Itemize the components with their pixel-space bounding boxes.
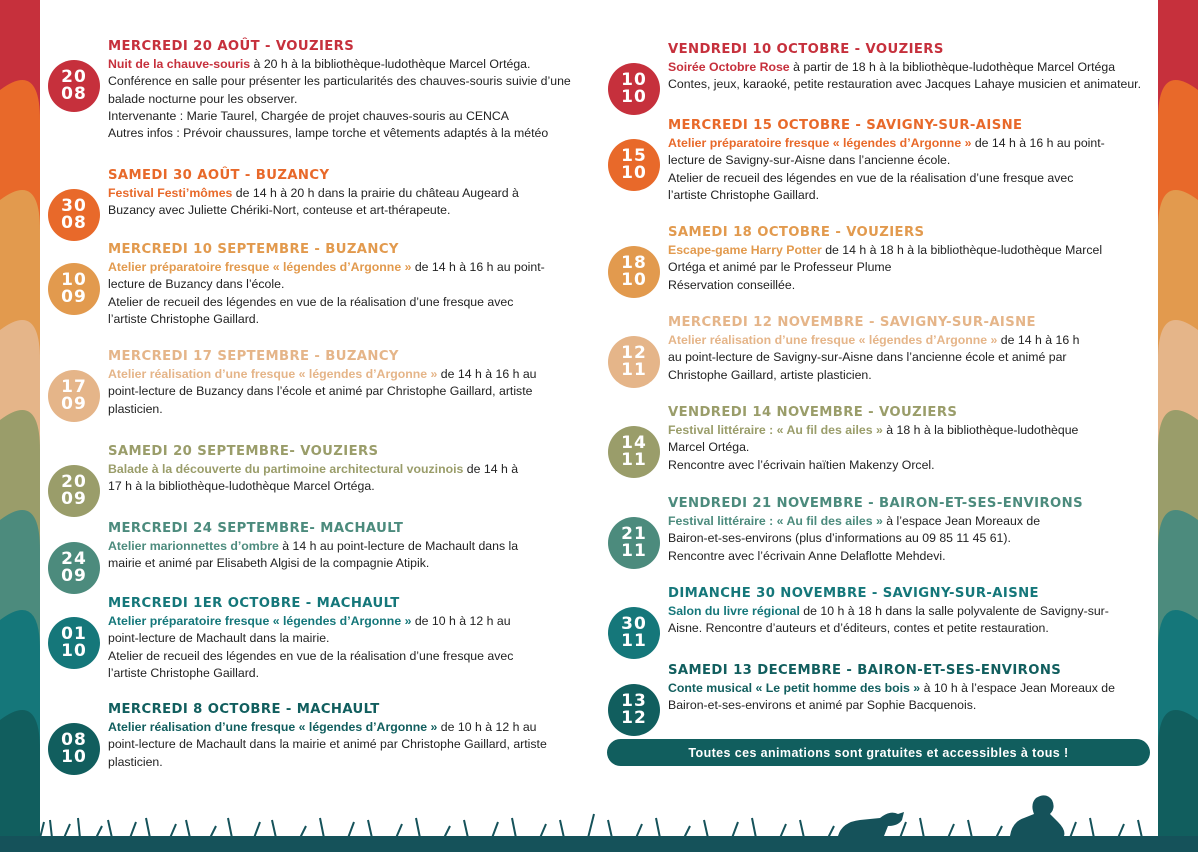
event-description-line bbox=[668, 457, 1160, 474]
date-day: 24 bbox=[61, 549, 87, 569]
date-month: 10 bbox=[621, 270, 647, 290]
banner-text: Toutes ces animations sont gratuites et accessibles à tous ! bbox=[688, 745, 1069, 760]
event-description-line bbox=[668, 242, 1160, 259]
event-description-line bbox=[108, 294, 600, 311]
event-text: mairie et animé par Elisabeth Algisi de la compagnie Atipik. bbox=[108, 556, 430, 571]
event-description-line bbox=[108, 108, 600, 125]
event-text: l’artiste Christophe Gaillard. bbox=[108, 311, 260, 326]
date-day: 01 bbox=[61, 624, 87, 644]
event-text: Réservation conseillée. bbox=[668, 277, 796, 292]
event-content bbox=[108, 38, 600, 142]
date-badge bbox=[608, 426, 660, 478]
event-content bbox=[668, 224, 1160, 294]
event-text: à 10 h à l’espace Jean Moreaux de bbox=[920, 681, 1115, 695]
event-description-line bbox=[108, 259, 600, 276]
event-text: l’artiste Christophe Gaillard. bbox=[108, 665, 260, 680]
date-badge bbox=[608, 336, 660, 388]
reading-child-silhouette bbox=[1010, 795, 1064, 836]
event-description-line bbox=[668, 513, 1160, 530]
event-text: de 14 h à 16 h au point- bbox=[411, 260, 545, 274]
date-month: 08 bbox=[61, 213, 87, 233]
event-description-line bbox=[108, 73, 600, 90]
date-badge bbox=[608, 684, 660, 736]
event-highlight: Atelier préparatoire fresque « légendes d’Argonne » bbox=[668, 136, 972, 150]
date-month: 10 bbox=[621, 87, 647, 107]
event-description-line bbox=[668, 332, 1160, 349]
event-content bbox=[668, 314, 1160, 384]
event-description-line bbox=[668, 349, 1160, 366]
event-content bbox=[668, 585, 1160, 638]
event-description-line bbox=[108, 648, 600, 665]
event-description-line bbox=[108, 383, 600, 400]
event-highlight: Balade à la découverte du partimoine architectural vouzinois bbox=[108, 462, 464, 476]
event-description-line bbox=[668, 59, 1160, 76]
date-month: 12 bbox=[621, 708, 647, 728]
date-badge bbox=[608, 246, 660, 298]
free-events-banner bbox=[607, 739, 1150, 766]
event-text: lecture de Buzancy dans l’école. bbox=[108, 277, 285, 292]
event-text: Atelier de recueil des légendes en vue de la réalisation d’une fresque avec bbox=[668, 170, 1074, 185]
event-description-line bbox=[668, 135, 1160, 152]
event-description-line bbox=[108, 56, 600, 73]
event-highlight: Festival littéraire : « Au fil des ailes » bbox=[668, 514, 883, 528]
event-text: Aisne. Rencontre d’auteurs et d’éditeurs, contes et petite restauration. bbox=[668, 621, 1049, 636]
date-month: 11 bbox=[621, 360, 647, 380]
event-text: point-lecture de Machault dans la mairie. bbox=[108, 631, 330, 646]
event-text: Rencontre avec l’écrivain Anne Delaflotte Mehdevi. bbox=[668, 548, 946, 563]
event-highlight: Atelier réalisation d’une fresque « légendes d’Argonne » bbox=[108, 367, 438, 381]
date-day: 13 bbox=[621, 691, 647, 711]
event-title: MERCREDI 24 SEPTEMBRE- MACHAULT bbox=[108, 521, 404, 536]
event-title: MERCREDI 1ER OCTOBRE - MACHAULT bbox=[108, 596, 400, 611]
event-highlight: Festival Festi’mômes bbox=[108, 186, 233, 200]
event-text: de 10 h à 18 h dans la salle polyvalente de Savigny-sur- bbox=[799, 604, 1109, 618]
event-text: Buzancy avec Juliette Chériki-Nort, conteuse et art-thérapeute. bbox=[108, 203, 451, 218]
right-decorative-waves bbox=[1158, 0, 1198, 852]
date-day: 30 bbox=[621, 614, 647, 634]
event-content bbox=[668, 495, 1160, 565]
event-content bbox=[108, 348, 600, 418]
event-text: l’artiste Christophe Gaillard. bbox=[668, 187, 820, 202]
event-description-line bbox=[668, 422, 1160, 439]
event-highlight: Salon du livre régional bbox=[668, 604, 800, 618]
event-title: SAMEDI 20 SEPTEMBRE- VOUZIERS bbox=[108, 444, 379, 459]
event-description-line bbox=[668, 620, 1160, 637]
event-text: de 10 h à 12 h au bbox=[411, 614, 511, 628]
event-title: SAMEDI 13 DECEMBRE - BAIRON-ET-SES-ENVIRONS bbox=[668, 663, 1062, 678]
date-month: 09 bbox=[61, 489, 87, 509]
event-text: à 18 h à la bibliothèque-ludothèque bbox=[882, 423, 1079, 437]
event-description-line bbox=[668, 530, 1160, 547]
date-day: 08 bbox=[61, 730, 87, 750]
grass-silhouette bbox=[0, 792, 1198, 852]
date-month: 09 bbox=[61, 287, 87, 307]
event-highlight: Nuit de la chauve-souris bbox=[108, 57, 251, 71]
event-text: Bairon-et-ses-environs et animé par Sophie Bacquenois. bbox=[668, 698, 977, 713]
event-text: Atelier de recueil des légendes en vue de la réalisation d’une fresque avec bbox=[108, 294, 514, 309]
event-description-line bbox=[108, 555, 600, 572]
date-month: 08 bbox=[61, 84, 87, 104]
date-badge bbox=[48, 465, 100, 517]
date-month: 11 bbox=[621, 631, 647, 651]
event-description-line bbox=[668, 697, 1160, 714]
event-content bbox=[668, 41, 1160, 94]
event-text: Atelier de recueil des légendes en vue de la réalisation d’une fresque avec bbox=[108, 648, 514, 663]
event-content bbox=[108, 595, 600, 682]
date-month: 10 bbox=[621, 163, 647, 183]
event-text: point-lecture de Buzancy dans l’école et animé par Christophe Gaillard, artiste bbox=[108, 384, 533, 399]
event-description-line bbox=[668, 603, 1160, 620]
event-text: de 14 h à 16 h au point- bbox=[971, 136, 1105, 150]
date-month: 11 bbox=[621, 450, 647, 470]
event-text: de 14 h à 20 h dans la prairie du château Augeard à bbox=[232, 186, 519, 200]
event-text: Christophe Gaillard, artiste plasticien. bbox=[668, 367, 872, 382]
event-highlight: Escape-game Harry Potter bbox=[668, 243, 822, 257]
event-content bbox=[668, 404, 1160, 474]
date-day: 21 bbox=[621, 524, 647, 544]
date-day: 20 bbox=[61, 67, 87, 87]
date-badge bbox=[608, 139, 660, 191]
event-text: 17 h à la bibliothèque-ludothèque Marcel Ortéga. bbox=[108, 479, 375, 494]
event-description-line bbox=[668, 439, 1160, 456]
event-description-line bbox=[668, 76, 1160, 93]
event-highlight: Atelier réalisation d’une fresque « légendes d’Argonne » bbox=[108, 720, 438, 734]
date-day: 20 bbox=[61, 472, 87, 492]
event-highlight: Conte musical « Le petit homme des bois » bbox=[668, 681, 921, 695]
event-text: à 20 h à la bibliothèque-ludothèque Marcel Ortéga. bbox=[250, 57, 531, 71]
event-text: de 14 h à 16 h bbox=[997, 333, 1080, 347]
event-description-line bbox=[108, 185, 600, 202]
event-text: point-lecture de Machault dans la mairie et animé par Christophe Gaillard, artiste bbox=[108, 737, 547, 752]
date-badge bbox=[48, 617, 100, 669]
event-description-line bbox=[108, 366, 600, 383]
event-text: à l’espace Jean Moreaux de bbox=[882, 514, 1041, 528]
event-description-line bbox=[108, 202, 600, 219]
date-month: 10 bbox=[61, 641, 87, 661]
event-title: MERCREDI 8 OCTOBRE - MACHAULT bbox=[108, 702, 380, 717]
event-title: DIMANCHE 30 NOVEMBRE - SAVIGNY-SUR-AISNE bbox=[668, 586, 1039, 601]
date-badge bbox=[48, 542, 100, 594]
event-highlight: Atelier marionnettes d’ombre bbox=[108, 539, 279, 553]
date-day: 18 bbox=[621, 253, 647, 273]
event-description-line bbox=[668, 259, 1160, 276]
event-description-line bbox=[108, 401, 600, 418]
event-content bbox=[108, 443, 600, 496]
event-description-line bbox=[108, 91, 600, 108]
event-text: Intervenante : Marie Taurel, Chargée de projet chauves-souris au CENCA bbox=[108, 108, 509, 123]
date-day: 15 bbox=[621, 146, 647, 166]
event-description-line bbox=[108, 538, 600, 555]
event-description-line bbox=[668, 680, 1160, 697]
date-day: 17 bbox=[61, 377, 87, 397]
event-text: à partir de 18 h à la bibliothèque-ludothèque Marcel Ortéga bbox=[789, 60, 1116, 74]
event-title: VENDREDI 21 NOVEMBRE - BAIRON-ET-SES-ENVIRONS bbox=[668, 496, 1083, 511]
event-text: plasticien. bbox=[108, 401, 163, 416]
event-content bbox=[108, 520, 600, 573]
event-title: MERCREDI 10 SEPTEMBRE - BUZANCY bbox=[108, 242, 399, 257]
event-description-line bbox=[108, 630, 600, 647]
event-text: lecture de Savigny-sur-Aisne dans l’ancienne école. bbox=[668, 153, 951, 168]
date-month: 09 bbox=[61, 394, 87, 414]
event-description-line bbox=[108, 125, 600, 142]
event-content bbox=[668, 117, 1160, 204]
event-text: au point-lecture de Savigny-sur-Aisne dans l’ancienne école et animé par bbox=[668, 350, 1067, 365]
event-text: Autres infos : Prévoir chaussures, lampe torche et vêtements adaptés à la météo bbox=[108, 126, 549, 141]
date-badge bbox=[608, 607, 660, 659]
event-text: plasticien. bbox=[108, 754, 163, 769]
event-text: Ortéga et animé par le Professeur Plume bbox=[668, 260, 892, 275]
event-title: VENDREDI 10 OCTOBRE - VOUZIERS bbox=[668, 42, 944, 57]
event-title: SAMEDI 18 OCTOBRE - VOUZIERS bbox=[668, 225, 925, 240]
date-day: 14 bbox=[621, 433, 647, 453]
event-text: à 14 h au point-lecture de Machault dans la bbox=[278, 539, 519, 553]
event-highlight: Soirée Octobre Rose bbox=[668, 60, 790, 74]
event-text: de 14 h à 18 h à la bibliothèque-ludothèque Marcel bbox=[821, 243, 1103, 257]
date-badge bbox=[48, 60, 100, 112]
date-month: 09 bbox=[61, 566, 87, 586]
event-text: Rencontre avec l’écrivain haïtien Makenzy Orcel. bbox=[668, 457, 935, 472]
date-day: 12 bbox=[621, 343, 647, 363]
event-description-line bbox=[668, 367, 1160, 384]
event-description-line bbox=[108, 311, 600, 328]
event-description-line bbox=[668, 277, 1160, 294]
date-day: 10 bbox=[621, 70, 647, 90]
event-text: Contes, jeux, karaoké, petite restauration avec Jacques Lahaye musicien et animateur. bbox=[668, 77, 1142, 92]
event-description-line bbox=[668, 548, 1160, 565]
event-description-line bbox=[668, 170, 1160, 187]
event-text: de 14 h à 16 h au bbox=[437, 367, 537, 381]
date-month: 10 bbox=[61, 747, 87, 767]
date-day: 30 bbox=[61, 196, 87, 216]
event-description-line bbox=[108, 461, 600, 478]
event-description-line bbox=[108, 613, 600, 630]
event-text: balade nocturne pour les observer. bbox=[108, 91, 298, 106]
event-highlight: Atelier réalisation d’une fresque « légendes d’Argonne » bbox=[668, 333, 998, 347]
left-decorative-waves bbox=[0, 0, 40, 852]
date-badge bbox=[608, 63, 660, 115]
event-description-line bbox=[108, 719, 600, 736]
event-title: MERCREDI 12 NOVEMBRE - SAVIGNY-SUR-AISNE bbox=[668, 315, 1036, 330]
date-badge bbox=[608, 517, 660, 569]
date-day: 10 bbox=[61, 270, 87, 290]
event-highlight: Atelier préparatoire fresque « légendes d’Argonne » bbox=[108, 614, 412, 628]
event-title: MERCREDI 20 AOÛT - VOUZIERS bbox=[108, 39, 355, 54]
date-badge bbox=[48, 263, 100, 315]
event-text: de 14 h à bbox=[463, 462, 519, 476]
event-title: MERCREDI 17 SEPTEMBRE - BUZANCY bbox=[108, 349, 399, 364]
date-badge bbox=[48, 189, 100, 241]
date-badge bbox=[48, 723, 100, 775]
event-content bbox=[108, 701, 600, 771]
event-description-line bbox=[108, 736, 600, 753]
event-text: Bairon-et-ses-environs (plus d’informations au 09 85 11 45 61). bbox=[668, 531, 1011, 546]
event-highlight: Festival littéraire : « Au fil des ailes » bbox=[668, 423, 883, 437]
event-description-line bbox=[108, 478, 600, 495]
event-description-line bbox=[108, 754, 600, 771]
event-text: Conférence en salle pour présenter les particularités des chauves-souris suivie d’une bbox=[108, 74, 571, 89]
date-month: 11 bbox=[621, 541, 647, 561]
fox-silhouette bbox=[838, 812, 904, 836]
event-content bbox=[668, 662, 1160, 715]
event-text: Marcel Ortéga. bbox=[668, 440, 750, 455]
event-text: de 10 h à 12 h au bbox=[437, 720, 537, 734]
event-content bbox=[108, 167, 600, 220]
event-title: MERCREDI 15 OCTOBRE - SAVIGNY-SUR-AISNE bbox=[668, 118, 1023, 133]
event-content bbox=[108, 241, 600, 328]
event-description-line bbox=[668, 187, 1160, 204]
date-badge bbox=[48, 370, 100, 422]
event-description-line bbox=[108, 276, 600, 293]
event-description-line bbox=[108, 665, 600, 682]
event-title: VENDREDI 14 NOVEMBRE - VOUZIERS bbox=[668, 405, 958, 420]
event-description-line bbox=[668, 152, 1160, 169]
event-title: SAMEDI 30 AOÛT - BUZANCY bbox=[108, 168, 330, 183]
event-highlight: Atelier préparatoire fresque « légendes d’Argonne » bbox=[108, 260, 412, 274]
